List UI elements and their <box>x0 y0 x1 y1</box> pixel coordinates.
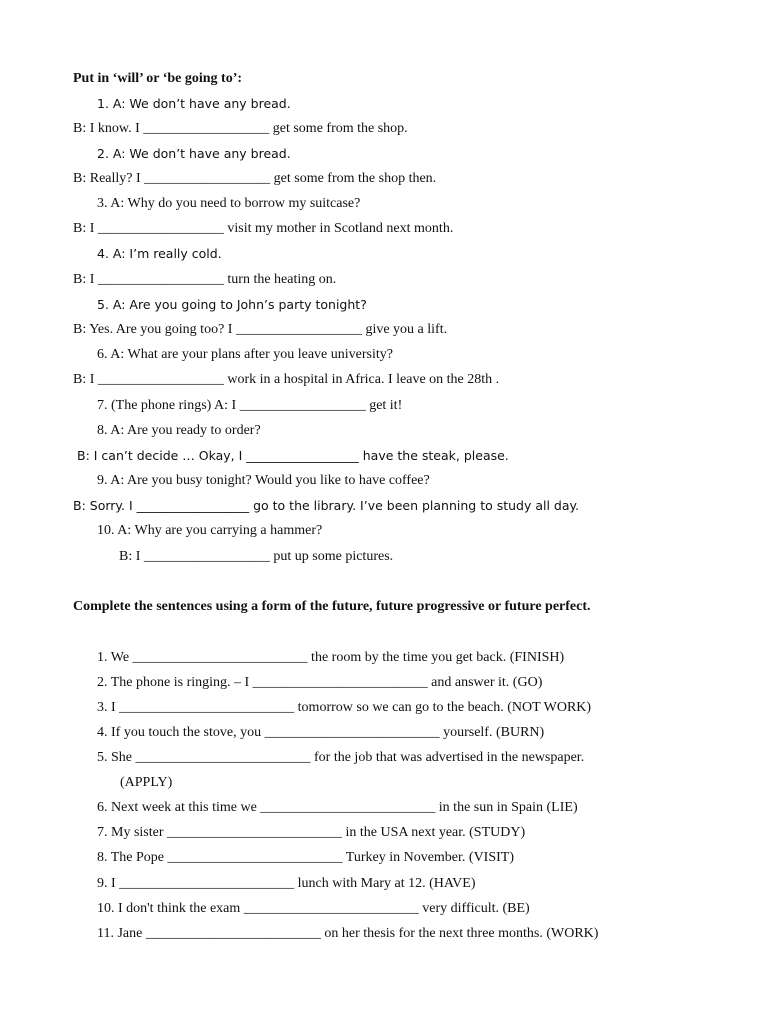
exercise1-line: B: Yes. Are you going too? I __________________ give you a lift. <box>73 322 448 337</box>
exercise1-line: B: I know. I __________________ get some from the shop. <box>73 121 408 136</box>
section2-heading: Complete the sentences using a form of the future, future progressive or future perfect. <box>73 599 591 614</box>
exercise1-line: 3. A: Why do you need to borrow my suitcase? <box>97 196 361 211</box>
exercise2-line: 1. We _________________________ the room by the time you get back. (FINISH) <box>97 650 565 665</box>
exercise2-line: 2. The phone is ringing. – I _________________________ and answer it. (GO) <box>97 675 543 690</box>
exercise2-line: 9. I _________________________ lunch with Mary at 12. (HAVE) <box>97 876 476 891</box>
exercise1-line: 6. A: What are your plans after you leave university? <box>97 347 393 362</box>
section1-heading: Put in ‘will’ or ‘be going to’: <box>73 71 243 86</box>
exercise1-line: 1. A: We don’t have any bread. <box>97 96 291 111</box>
exercise2-line: 6. Next week at this time we _________________________ in the sun in Spain (LIE) <box>97 800 578 815</box>
exercise1-line: B: I __________________ put up some pictures. <box>119 549 394 564</box>
exercise1-line: 4. A: I’m really cold. <box>97 246 222 261</box>
exercise1-line: 10. A: Why are you carrying a hammer? <box>97 523 323 538</box>
exercise1-line: B: Really? I __________________ get some from the shop then. <box>73 171 437 186</box>
exercise1-line: B: I __________________ turn the heating on. <box>73 272 337 287</box>
exercise1-line: B: I __________________ visit my mother in Scotland next month. <box>73 221 454 236</box>
exercise2-line: 11. Jane _________________________ on her thesis for the next three months. (WORK) <box>97 926 599 941</box>
exercise1-line: B: I __________________ work in a hospital in Africa. I leave on the 28th . <box>73 372 500 387</box>
exercise2-line: 4. If you touch the stove, you _________________________ yourself. (BURN) <box>97 725 545 740</box>
exercise2-line: 5. She _________________________ for the job that was advertised in the newspaper. <box>97 750 585 765</box>
exercise1-line: 8. A: Are you ready to order? <box>97 423 261 438</box>
exercise1-line: 5. A: Are you going to John’s party tonight? <box>97 297 367 312</box>
exercise2-line: (APPLY) <box>120 775 173 790</box>
exercise2-line: 8. The Pope _________________________ Turkey in November. (VISIT) <box>97 850 514 865</box>
exercise2-line: 7. My sister _________________________ in the USA next year. (STUDY) <box>97 825 526 840</box>
exercise1-line: 9. A: Are you busy tonight? Would you like to have coffee? <box>97 473 430 488</box>
exercise2-line: 3. I _________________________ tomorrow so we can go to the beach. (NOT WORK) <box>97 700 592 715</box>
exercise1-line: 7. (The phone rings) A: I __________________ get it! <box>97 398 403 413</box>
exercise1-line: B: I can’t decide … Okay, I __________________ have the steak, please. <box>77 448 509 463</box>
exercise1-line: 2. A: We don’t have any bread. <box>97 146 291 161</box>
exercise2-line: 10. I don't think the exam _________________________ very difficult. (BE) <box>97 901 530 916</box>
exercise1-line: B: Sorry. I __________________ go to the library. I’ve been planning to study all day. <box>73 498 580 513</box>
